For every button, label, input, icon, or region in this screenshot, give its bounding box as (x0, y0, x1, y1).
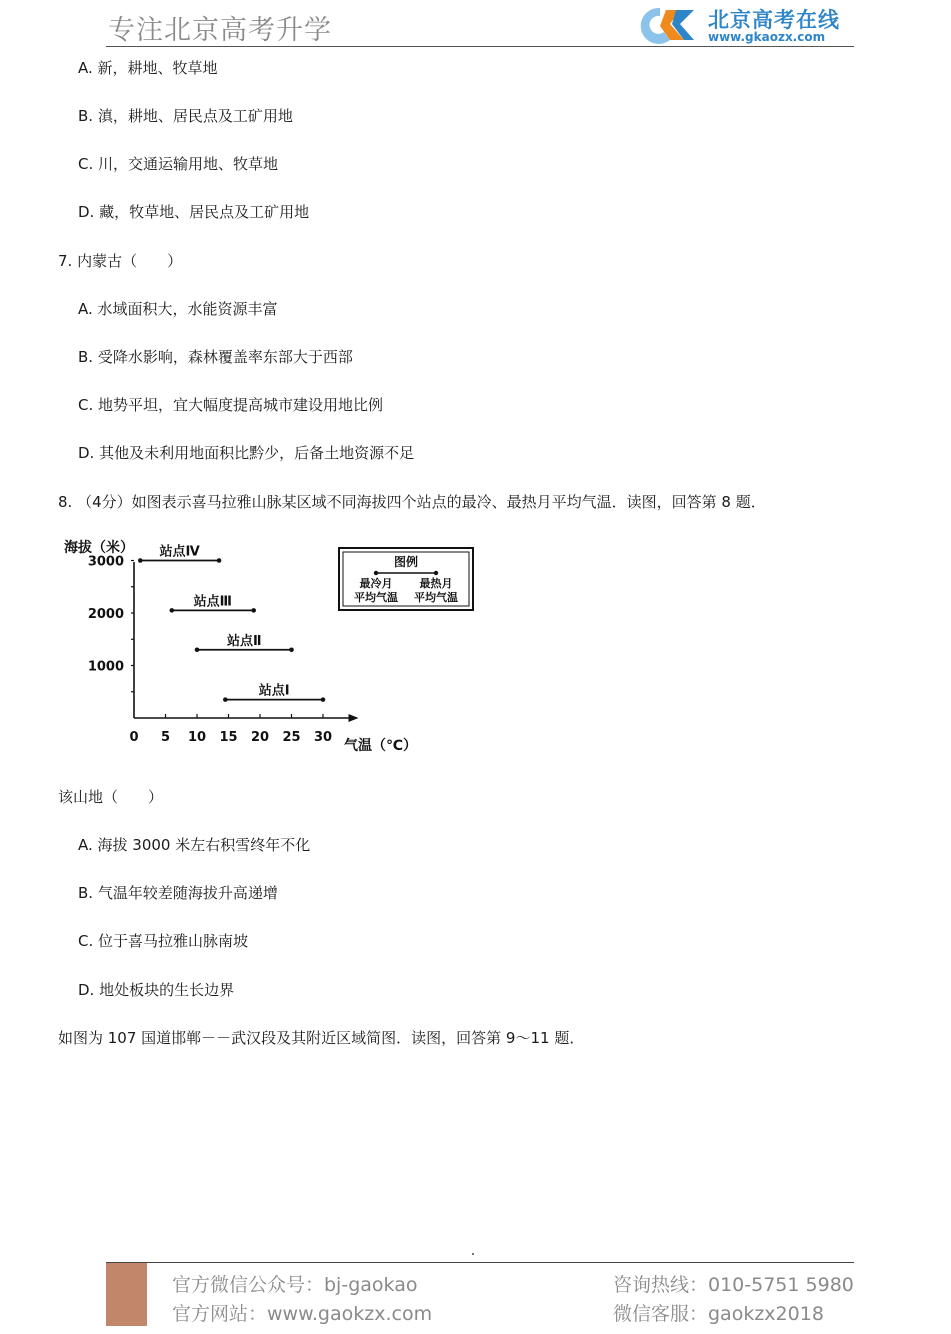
q6-option-c: C. 川，交通运输用地、牧草地 (78, 155, 279, 173)
logo-url: www.gkaozx.com (708, 30, 826, 44)
q7-option-b: B. 受降水影响，森林覆盖率东部大于西部 (78, 348, 353, 366)
q8-option-b: B. 气温年较差随海拔升高递增 (78, 884, 278, 902)
logo-icon (630, 2, 702, 46)
station-coldest-dot (223, 697, 228, 702)
station-label: 站点Ⅲ (193, 594, 232, 610)
footer-divider (106, 1262, 854, 1263)
header-title: 专注北京高考升学 (108, 15, 332, 46)
station-coldest-dot (170, 608, 175, 613)
legend-min-label-1: 最冷月 (359, 577, 393, 590)
y-axis-label: 海拔（米） (64, 540, 134, 556)
q6-option-b: B. 滇，耕地、居民点及工矿用地 (78, 107, 293, 125)
legend-title: 图例 (393, 555, 419, 569)
x-axis-label: 气温（℃） (344, 738, 417, 754)
logo-name: 北京高考在线 (708, 8, 840, 32)
q6-option-a: A. 新，耕地、牧草地 (78, 59, 218, 77)
y-tick-label: 2000 (87, 607, 124, 622)
footer-wechat: 官方微信公众号：bj-gaokao (172, 1274, 418, 1296)
site-logo[interactable] (630, 2, 856, 46)
chart-legend (339, 548, 473, 610)
q8-stem: 8. （4分）如图表示喜马拉雅山脉某区域不同海拔四个站点的最冷、最热月平均气温．读图，回答第 8 题． (58, 493, 766, 511)
legend-min-dot (374, 571, 378, 575)
chart-stations (138, 544, 325, 702)
x-tick-label: 25 (282, 730, 301, 745)
x-tick-label: 10 (187, 730, 207, 745)
legend-min-label-2: 平均气温 (354, 591, 398, 604)
station-coldest-dot (138, 558, 143, 563)
x-tick-label: 5 (160, 730, 171, 745)
station-hottest-dot (289, 647, 294, 652)
x-tick-label: 20 (250, 730, 270, 745)
x-tick-label: 15 (219, 730, 238, 745)
q6-option-d: D. 藏，牧草地、居民点及工矿用地 (78, 203, 310, 221)
q7-option-a: A. 水域面积大，水能资源丰富 (78, 300, 278, 318)
footer-service: 微信客服：gaokzx2018 (613, 1303, 824, 1325)
altitude-temperature-chart (58, 528, 488, 758)
x-tick-label: 0 (129, 730, 139, 745)
q9-11-intro: 如图为 107 国道邯郸－－武汉段及其附近区域简图．读图，回答第 9～11 题． (58, 1029, 585, 1047)
legend-max-label-2: 平均气温 (414, 591, 458, 604)
y-tick-label: 1000 (87, 659, 124, 675)
station-label: 站点Ⅱ (226, 633, 262, 649)
q8-option-d: D. 地处板块的生长边界 (78, 981, 235, 999)
y-tick-label: 3000 (87, 554, 124, 570)
station-coldest-dot (195, 647, 200, 652)
station-label: 站点Ⅰ (258, 683, 290, 699)
x-tick-label: 30 (313, 730, 333, 745)
q7-option-d: D. 其他及未利用地面积比黔少，后备土地资源不足 (78, 444, 415, 462)
legend-max-dot (434, 571, 438, 575)
footer-accent-bar (106, 1263, 147, 1326)
station-hottest-dot (217, 558, 222, 563)
q7-option-c: C. 地势平坦，宜大幅度提高城市建设用地比例 (78, 396, 384, 414)
page-dot (472, 1253, 474, 1255)
q8-sub-stem: 该山地（ ） (58, 788, 164, 806)
station-hottest-dot (251, 608, 256, 613)
station-hottest-dot (321, 697, 326, 702)
q8-option-a: A. 海拔 3000 米左右积雪终年不化 (78, 836, 311, 854)
page-header (0, 0, 951, 50)
q8-option-c: C. 位于喜马拉雅山脉南坡 (78, 932, 249, 950)
header-divider (106, 46, 854, 47)
legend-max-label-1: 最热月 (419, 577, 453, 590)
station-label: 站点Ⅳ (159, 544, 200, 560)
footer-website[interactable]: 官方网站：www.gaokzx.com (172, 1303, 433, 1325)
x-axis-arrow (349, 714, 359, 722)
footer-hotline: 咨询热线：010-5751 5980 (613, 1274, 854, 1296)
q7-stem: 7. 内蒙古（ ） (58, 252, 183, 270)
